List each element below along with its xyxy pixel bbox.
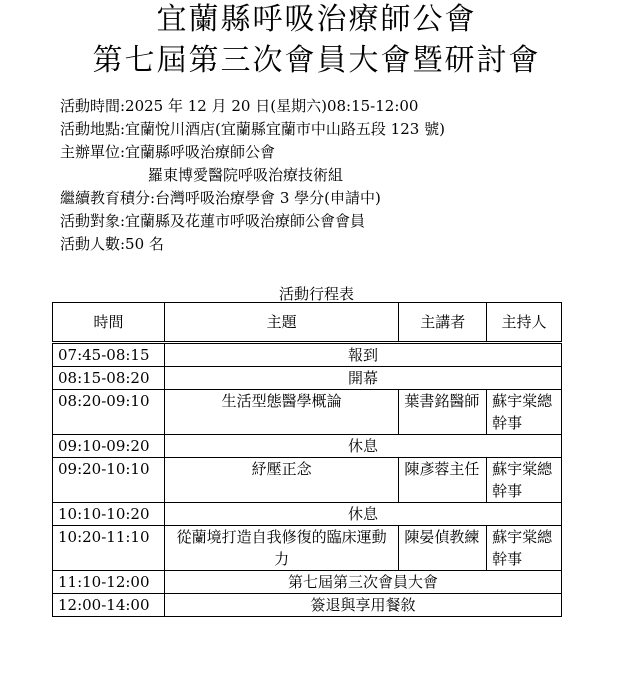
row-time: 08:20-09:10 bbox=[53, 390, 165, 435]
header-time: 時間 bbox=[53, 303, 165, 343]
document-subtitle: 第七屆第三次會員大會暨研討會 bbox=[92, 43, 541, 78]
document-title: 宜蘭縣呼吸治療師公會 bbox=[156, 2, 477, 37]
event-organizer: 主辦單位:宜蘭縣呼吸治療師公會 bbox=[60, 143, 276, 161]
row-time: 09:20-10:10 bbox=[53, 458, 165, 503]
event-credits: 繼續教育積分:台灣呼吸治療學會 3 學分(申請中) bbox=[60, 189, 381, 207]
schedule-caption: 活動行程表 bbox=[278, 285, 354, 303]
event-location: 活動地點:宜蘭悅川酒店(宜蘭縣宜蘭市中山路五段 123 號) bbox=[60, 120, 445, 138]
row-time: 11:10-12:00 bbox=[53, 571, 165, 594]
row-time: 08:15-08:20 bbox=[53, 367, 165, 390]
table-row bbox=[53, 571, 562, 594]
table-row bbox=[53, 367, 562, 390]
table-row bbox=[53, 594, 562, 617]
row-topic: 第七屆第三次會員大會 bbox=[164, 571, 561, 594]
row-topic: 開幕 bbox=[164, 367, 561, 390]
row-host: 蘇宇棠總幹事 bbox=[487, 458, 562, 503]
row-topic: 生活型態醫學概論 bbox=[164, 390, 398, 435]
row-time: 09:10-09:20 bbox=[53, 435, 165, 458]
table-row bbox=[53, 435, 562, 458]
row-topic: 紓壓正念 bbox=[164, 458, 398, 503]
row-speaker: 陳彥蓉主任 bbox=[399, 458, 487, 503]
header-host: 主持人 bbox=[487, 303, 562, 343]
table-row bbox=[53, 458, 562, 503]
table-row bbox=[53, 503, 562, 526]
row-time: 07:45-08:15 bbox=[53, 343, 165, 367]
event-co-organizer: 羅東博愛醫院呼吸治療技術組 bbox=[148, 166, 344, 184]
header-topic: 主題 bbox=[164, 303, 398, 343]
event-audience: 活動對象:宜蘭縣及花蓮市呼吸治療師公會會員 bbox=[60, 212, 366, 230]
row-time: 10:10-10:20 bbox=[53, 503, 165, 526]
row-host: 蘇宇棠總幹事 bbox=[487, 526, 562, 571]
table-row bbox=[53, 343, 562, 367]
row-topic: 休息 bbox=[164, 435, 561, 458]
event-time: 活動時間:2025 年 12 月 20 日(星期六)08:15-12:00 bbox=[60, 97, 419, 115]
row-speaker: 陳晏偵教練 bbox=[399, 526, 487, 571]
row-topic: 從蘭境打造自我修復的臨床運動力 bbox=[164, 526, 398, 571]
table-row bbox=[53, 390, 562, 435]
schedule-table bbox=[52, 302, 562, 617]
header-speaker: 主講者 bbox=[399, 303, 487, 343]
table-row bbox=[53, 526, 562, 571]
row-topic: 報到 bbox=[164, 343, 561, 367]
row-time: 10:20-11:10 bbox=[53, 526, 165, 571]
table-header-row bbox=[53, 303, 562, 343]
event-info bbox=[60, 95, 445, 256]
row-topic: 簽退與享用餐敘 bbox=[164, 594, 561, 617]
row-time: 12:00-14:00 bbox=[53, 594, 165, 617]
event-count: 活動人數:50 名 bbox=[60, 235, 164, 253]
row-speaker: 葉書銘醫師 bbox=[399, 390, 487, 435]
row-topic: 休息 bbox=[164, 503, 561, 526]
row-host: 蘇宇棠總幹事 bbox=[487, 390, 562, 435]
